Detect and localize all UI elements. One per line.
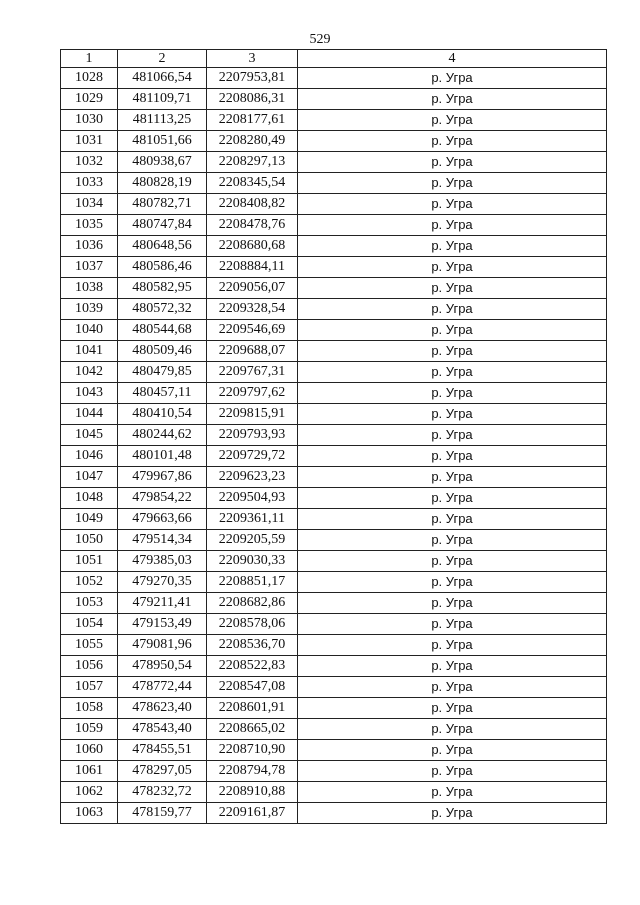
y-coordinate-cell: 2209546,69	[207, 320, 298, 341]
description-cell: р. Угра	[298, 740, 607, 761]
point-number-cell: 1028	[61, 68, 118, 89]
description-cell: р. Угра	[298, 278, 607, 299]
x-coordinate-cell: 478297,05	[118, 761, 207, 782]
description-cell: р. Угра	[298, 152, 607, 173]
table-row	[61, 320, 607, 341]
y-coordinate-cell: 2208601,91	[207, 698, 298, 719]
table-row	[61, 152, 607, 173]
y-coordinate-cell: 2208522,83	[207, 656, 298, 677]
x-coordinate-cell: 478232,72	[118, 782, 207, 803]
point-number-cell: 1046	[61, 446, 118, 467]
table-row	[61, 110, 607, 131]
table-row	[61, 740, 607, 761]
y-coordinate-cell: 2209056,07	[207, 278, 298, 299]
table-row	[61, 614, 607, 635]
x-coordinate-cell: 480782,71	[118, 194, 207, 215]
table-row	[61, 425, 607, 446]
point-number-cell: 1041	[61, 341, 118, 362]
table-row	[61, 89, 607, 110]
description-cell: р. Угра	[298, 782, 607, 803]
point-number-cell: 1063	[61, 803, 118, 824]
x-coordinate-cell: 478455,51	[118, 740, 207, 761]
y-coordinate-cell: 2208682,86	[207, 593, 298, 614]
table-row	[61, 341, 607, 362]
description-cell: р. Угра	[298, 383, 607, 404]
table-row	[61, 194, 607, 215]
table-row	[61, 383, 607, 404]
point-number-cell: 1043	[61, 383, 118, 404]
table-row	[61, 404, 607, 425]
point-number-cell: 1051	[61, 551, 118, 572]
table-row	[61, 677, 607, 698]
y-coordinate-cell: 2208408,82	[207, 194, 298, 215]
table-row	[61, 173, 607, 194]
description-cell: р. Угра	[298, 656, 607, 677]
point-number-cell: 1058	[61, 698, 118, 719]
x-coordinate-cell: 480572,32	[118, 299, 207, 320]
point-number-cell: 1037	[61, 257, 118, 278]
table-row	[61, 362, 607, 383]
description-cell: р. Угра	[298, 89, 607, 110]
x-coordinate-cell: 479385,03	[118, 551, 207, 572]
y-coordinate-cell: 2208710,90	[207, 740, 298, 761]
description-cell: р. Угра	[298, 320, 607, 341]
x-coordinate-cell: 481109,71	[118, 89, 207, 110]
point-number-cell: 1044	[61, 404, 118, 425]
y-coordinate-cell: 2209688,07	[207, 341, 298, 362]
point-number-cell: 1050	[61, 530, 118, 551]
table-row	[61, 488, 607, 509]
x-coordinate-cell: 479514,34	[118, 530, 207, 551]
point-number-cell: 1052	[61, 572, 118, 593]
table-row	[61, 761, 607, 782]
table-row	[61, 278, 607, 299]
point-number-cell: 1060	[61, 740, 118, 761]
y-coordinate-cell: 2208578,06	[207, 614, 298, 635]
description-cell: р. Угра	[298, 257, 607, 278]
y-coordinate-cell: 2208547,08	[207, 677, 298, 698]
x-coordinate-cell: 480582,95	[118, 278, 207, 299]
table-row	[61, 782, 607, 803]
y-coordinate-cell: 2209328,54	[207, 299, 298, 320]
x-coordinate-cell: 480938,67	[118, 152, 207, 173]
x-coordinate-cell: 481113,25	[118, 110, 207, 131]
x-coordinate-cell: 480586,46	[118, 257, 207, 278]
x-coordinate-cell: 478623,40	[118, 698, 207, 719]
description-cell: р. Угра	[298, 110, 607, 131]
description-cell: р. Угра	[298, 425, 607, 446]
x-coordinate-cell: 479211,41	[118, 593, 207, 614]
x-coordinate-cell: 479663,66	[118, 509, 207, 530]
table-row	[61, 572, 607, 593]
x-coordinate-cell: 478543,40	[118, 719, 207, 740]
point-number-cell: 1054	[61, 614, 118, 635]
x-coordinate-cell: 479081,96	[118, 635, 207, 656]
y-coordinate-cell: 2208478,76	[207, 215, 298, 236]
description-cell: р. Угра	[298, 509, 607, 530]
point-number-cell: 1034	[61, 194, 118, 215]
x-coordinate-cell: 480544,68	[118, 320, 207, 341]
description-cell: р. Угра	[298, 635, 607, 656]
description-cell: р. Угра	[298, 404, 607, 425]
page-number: 529	[309, 32, 331, 47]
header-col-1: 1	[61, 50, 118, 68]
x-coordinate-cell: 479967,86	[118, 467, 207, 488]
y-coordinate-cell: 2208177,61	[207, 110, 298, 131]
description-cell: р. Угра	[298, 194, 607, 215]
table-row	[61, 446, 607, 467]
point-number-cell: 1038	[61, 278, 118, 299]
description-cell: р. Угра	[298, 131, 607, 152]
y-coordinate-cell: 2208910,88	[207, 782, 298, 803]
description-cell: р. Угра	[298, 488, 607, 509]
y-coordinate-cell: 2209205,59	[207, 530, 298, 551]
x-coordinate-cell: 481051,66	[118, 131, 207, 152]
description-cell: р. Угра	[298, 677, 607, 698]
x-coordinate-cell: 480101,48	[118, 446, 207, 467]
x-coordinate-cell: 480410,54	[118, 404, 207, 425]
description-cell: р. Угра	[298, 719, 607, 740]
y-coordinate-cell: 2209767,31	[207, 362, 298, 383]
point-number-cell: 1049	[61, 509, 118, 530]
point-number-cell: 1036	[61, 236, 118, 257]
description-cell: р. Угра	[298, 68, 607, 89]
table-row	[61, 236, 607, 257]
x-coordinate-cell: 480509,46	[118, 341, 207, 362]
description-cell: р. Угра	[298, 467, 607, 488]
point-number-cell: 1056	[61, 656, 118, 677]
x-coordinate-cell: 480244,62	[118, 425, 207, 446]
point-number-cell: 1055	[61, 635, 118, 656]
point-number-cell: 1059	[61, 719, 118, 740]
x-coordinate-cell: 480828,19	[118, 173, 207, 194]
y-coordinate-cell: 2207953,81	[207, 68, 298, 89]
description-cell: р. Угра	[298, 173, 607, 194]
x-coordinate-cell: 480479,85	[118, 362, 207, 383]
x-coordinate-cell: 480457,11	[118, 383, 207, 404]
x-coordinate-cell: 479270,35	[118, 572, 207, 593]
point-number-cell: 1030	[61, 110, 118, 131]
table-row	[61, 131, 607, 152]
description-cell: р. Угра	[298, 572, 607, 593]
point-number-cell: 1057	[61, 677, 118, 698]
header-row	[61, 50, 607, 68]
table-row	[61, 68, 607, 89]
y-coordinate-cell: 2209030,33	[207, 551, 298, 572]
coordinates-table	[60, 49, 607, 824]
y-coordinate-cell: 2208280,49	[207, 131, 298, 152]
table-row	[61, 530, 607, 551]
table-row	[61, 551, 607, 572]
description-cell: р. Угра	[298, 761, 607, 782]
x-coordinate-cell: 480648,56	[118, 236, 207, 257]
description-cell: р. Угра	[298, 530, 607, 551]
y-coordinate-cell: 2209729,72	[207, 446, 298, 467]
description-cell: р. Угра	[298, 446, 607, 467]
point-number-cell: 1045	[61, 425, 118, 446]
description-cell: р. Угра	[298, 551, 607, 572]
description-cell: р. Угра	[298, 593, 607, 614]
x-coordinate-cell: 478772,44	[118, 677, 207, 698]
x-coordinate-cell: 479153,49	[118, 614, 207, 635]
table-body	[61, 68, 607, 824]
table-row	[61, 656, 607, 677]
point-number-cell: 1033	[61, 173, 118, 194]
y-coordinate-cell: 2208851,17	[207, 572, 298, 593]
point-number-cell: 1047	[61, 467, 118, 488]
y-coordinate-cell: 2208680,68	[207, 236, 298, 257]
y-coordinate-cell: 2209793,93	[207, 425, 298, 446]
y-coordinate-cell: 2209161,87	[207, 803, 298, 824]
y-coordinate-cell: 2208086,31	[207, 89, 298, 110]
y-coordinate-cell: 2208665,02	[207, 719, 298, 740]
table-row	[61, 467, 607, 488]
point-number-cell: 1039	[61, 299, 118, 320]
description-cell: р. Угра	[298, 698, 607, 719]
table-row	[61, 593, 607, 614]
point-number-cell: 1048	[61, 488, 118, 509]
point-number-cell: 1029	[61, 89, 118, 110]
x-coordinate-cell: 478159,77	[118, 803, 207, 824]
description-cell: р. Угра	[298, 803, 607, 824]
point-number-cell: 1061	[61, 761, 118, 782]
point-number-cell: 1040	[61, 320, 118, 341]
table-row	[61, 719, 607, 740]
y-coordinate-cell: 2208884,11	[207, 257, 298, 278]
description-cell: р. Угра	[298, 341, 607, 362]
table-row	[61, 509, 607, 530]
table-row	[61, 635, 607, 656]
x-coordinate-cell: 480747,84	[118, 215, 207, 236]
y-coordinate-cell: 2209623,23	[207, 467, 298, 488]
x-coordinate-cell: 478950,54	[118, 656, 207, 677]
y-coordinate-cell: 2209504,93	[207, 488, 298, 509]
table-row	[61, 803, 607, 824]
point-number-cell: 1053	[61, 593, 118, 614]
description-cell: р. Угра	[298, 299, 607, 320]
x-coordinate-cell: 481066,54	[118, 68, 207, 89]
table-row	[61, 215, 607, 236]
description-cell: р. Угра	[298, 614, 607, 635]
y-coordinate-cell: 2208297,13	[207, 152, 298, 173]
y-coordinate-cell: 2208794,78	[207, 761, 298, 782]
description-cell: р. Угра	[298, 236, 607, 257]
description-cell: р. Угра	[298, 362, 607, 383]
point-number-cell: 1042	[61, 362, 118, 383]
point-number-cell: 1031	[61, 131, 118, 152]
point-number-cell: 1032	[61, 152, 118, 173]
point-number-cell: 1035	[61, 215, 118, 236]
point-number-cell: 1062	[61, 782, 118, 803]
header-col-4: 4	[298, 50, 607, 68]
header-col-2: 2	[118, 50, 207, 68]
y-coordinate-cell: 2208345,54	[207, 173, 298, 194]
y-coordinate-cell: 2209797,62	[207, 383, 298, 404]
y-coordinate-cell: 2208536,70	[207, 635, 298, 656]
table-row	[61, 698, 607, 719]
table-header	[61, 50, 607, 68]
table-row	[61, 299, 607, 320]
header-col-3: 3	[207, 50, 298, 68]
description-cell: р. Угра	[298, 215, 607, 236]
x-coordinate-cell: 479854,22	[118, 488, 207, 509]
table-row	[61, 257, 607, 278]
y-coordinate-cell: 2209815,91	[207, 404, 298, 425]
y-coordinate-cell: 2209361,11	[207, 509, 298, 530]
